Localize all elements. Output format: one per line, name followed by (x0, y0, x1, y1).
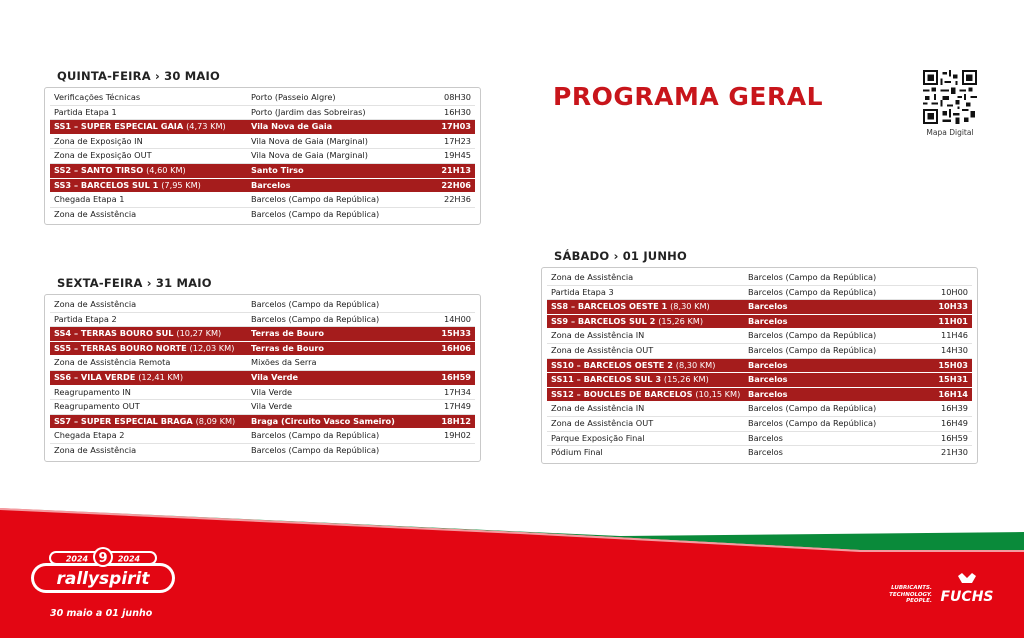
row-time: 15H31 (938, 374, 968, 385)
row-event (547, 286, 748, 300)
schedule-table-thursday (44, 87, 481, 225)
special-stage-row (50, 327, 475, 342)
row-place: Barcelos (748, 374, 788, 385)
table-row (547, 446, 972, 460)
row-event (547, 446, 748, 460)
row-time (437, 208, 475, 222)
row-place: Vila Verde (251, 371, 299, 382)
row-time (934, 271, 972, 285)
row-time: 16H30 (444, 106, 471, 117)
table-row (50, 429, 475, 444)
row-place: Porto (Jardim das Sobreiras) (251, 106, 366, 117)
row-time: 16H59 (441, 371, 471, 382)
row-event-name: SS5 – TERRAS BOURO NORTE (54, 342, 187, 353)
row-place: Barcelos (748, 432, 783, 443)
row-event-name: SS3 – BARCELOS SUL 1 (54, 179, 159, 190)
row-place: Barcelos (Campo da República) (748, 330, 877, 341)
sponsor-name: FUCHS (940, 589, 994, 605)
row-event (547, 417, 748, 431)
row-event (50, 120, 251, 134)
qr-label: Mapa Digital (926, 128, 974, 137)
table-row (50, 400, 475, 415)
sponsor-tag-3: PEOPLE. (906, 598, 932, 604)
row-event (547, 359, 748, 373)
row-time: 19H45 (444, 150, 471, 161)
row-place: Barcelos (748, 359, 788, 370)
day-title-saturday: SÁBADO › 01 JUNHO (554, 249, 687, 263)
table-row (547, 402, 972, 417)
row-event-name: Zona de Assistência IN (551, 330, 645, 341)
row-event (50, 400, 251, 414)
table-row (50, 193, 475, 208)
table-row (50, 444, 475, 458)
row-time: 11H46 (941, 330, 968, 341)
row-time: 19H02 (444, 430, 471, 441)
row-event-distance: (10,15 KM) (695, 388, 741, 399)
event-dates: 30 maio a 01 junho (50, 608, 153, 619)
row-event-name: Zona de Assistência IN (551, 403, 645, 414)
row-event-name: SS9 – BARCELOS SUL 2 (551, 315, 656, 326)
row-time: 17H49 (444, 401, 471, 412)
special-stage-row (547, 388, 972, 403)
day-title-friday: SEXTA-FEIRA › 31 MAIO (57, 276, 212, 290)
row-event-distance: (12,41 KM) (138, 371, 184, 382)
fuchs-logo (936, 573, 998, 607)
schedule-table-saturday (541, 267, 978, 464)
row-event-name: Partida Etapa 2 (54, 313, 117, 324)
table-row (50, 135, 475, 150)
row-event (50, 298, 251, 312)
row-event-name: Zona de Assistência (54, 208, 137, 219)
row-time: 14H00 (444, 313, 471, 324)
row-place: Terras de Bouro (251, 342, 324, 353)
row-event-name: SS11 – BARCELOS SUL 3 (551, 374, 662, 385)
row-place: Barcelos (Campo da República) (748, 286, 877, 297)
row-time (437, 298, 475, 312)
table-row (50, 298, 475, 313)
row-event-name: Partida Etapa 3 (551, 286, 614, 297)
special-stage-row (50, 371, 475, 386)
table-row (547, 286, 972, 301)
row-event-name: Zona de Assistência (54, 444, 137, 455)
table-row (547, 344, 972, 359)
row-place: Vila Nova de Gaia (251, 121, 333, 132)
row-event-name: Zona de Exposição IN (54, 135, 143, 146)
row-time: 17H03 (441, 121, 471, 132)
row-place: Barcelos (Campo da República) (748, 272, 877, 282)
special-stage-row (50, 179, 475, 194)
row-place: Barcelos (Campo da República) (251, 208, 380, 219)
row-time: 17H34 (444, 386, 471, 397)
row-event-name: Zona de Assistência (54, 299, 137, 309)
logo-year-left: 2024 (65, 554, 89, 564)
row-event (50, 149, 251, 163)
row-event (547, 402, 748, 416)
row-place: Barcelos (Campo da República) (251, 194, 380, 205)
row-event (50, 208, 251, 222)
row-event-distance: (15,26 KM) (663, 374, 709, 385)
table-row (50, 106, 475, 121)
row-event (50, 179, 251, 193)
table-row (50, 386, 475, 401)
row-event (50, 164, 251, 178)
row-event-distance: (12,03 KM) (189, 342, 235, 353)
row-place: Braga (Circuito Vasco Sameiro) (251, 415, 395, 426)
row-time (437, 356, 475, 370)
row-event (50, 106, 251, 120)
row-place: Barcelos (Campo da República) (251, 430, 380, 441)
row-event-name: Reagrupamento OUT (54, 401, 140, 412)
row-event (50, 415, 251, 429)
row-time: 15H03 (938, 359, 968, 370)
row-place: Santo Tirso (251, 164, 304, 175)
schedule-table-friday (44, 294, 481, 462)
special-stage-row (547, 300, 972, 315)
row-event-name: Zona de Assistência Remota (54, 357, 171, 368)
row-time: 16H39 (941, 403, 968, 414)
row-time: 22H06 (441, 179, 471, 190)
row-event-distance: (10,27 KM) (176, 328, 222, 339)
row-event-name: SS8 – BARCELOS OESTE 1 (551, 301, 668, 312)
table-row (50, 149, 475, 164)
row-time: 18H12 (441, 415, 471, 426)
special-stage-row (547, 373, 972, 388)
row-place: Barcelos (748, 315, 788, 326)
row-place: Barcelos (Campo da República) (251, 299, 380, 309)
row-event (547, 373, 748, 387)
row-time: 11H01 (938, 315, 968, 326)
table-row (547, 329, 972, 344)
page-title: PROGRAMA GERAL (553, 82, 824, 111)
table-row (547, 432, 972, 447)
row-event-name: SS6 – VILA VERDE (54, 371, 136, 382)
logo-number: 9 (98, 551, 108, 566)
row-event (547, 300, 748, 314)
row-event-distance: (4,60 KM) (146, 164, 186, 175)
row-event-name: Zona de Assistência OUT (551, 417, 654, 428)
special-stage-row (50, 342, 475, 357)
row-place: Barcelos (Campo da República) (251, 444, 380, 455)
row-time: 16H59 (941, 432, 968, 443)
row-place: Vila Nova de Gaia (Marginal) (251, 135, 368, 146)
row-place: Barcelos (748, 301, 788, 312)
row-event (50, 444, 251, 458)
row-event-name: SS12 – BOUCLES DE BARCELOS (551, 388, 693, 399)
row-event (50, 193, 251, 207)
row-place: Porto (Passeio Algre) (251, 92, 336, 102)
row-event (547, 329, 748, 343)
row-event-name: Partida Etapa 1 (54, 106, 117, 117)
row-time: 10H33 (938, 301, 968, 312)
row-place: Barcelos (Campo da República) (748, 417, 877, 428)
row-time: 15H33 (441, 328, 471, 339)
sponsor-tag-1: LUBRICANTS. (891, 585, 932, 591)
table-row (50, 356, 475, 371)
row-event-name: Reagrupamento IN (54, 386, 131, 397)
row-event (50, 356, 251, 370)
row-event (50, 386, 251, 400)
special-stage-row (50, 120, 475, 135)
row-time: 17H23 (444, 135, 471, 146)
logo-text: rallyspirit (56, 569, 150, 589)
row-event (50, 429, 251, 443)
row-place: Barcelos (251, 179, 291, 190)
table-row (50, 208, 475, 222)
table-row (547, 417, 972, 432)
logo-year-right: 2024 (117, 554, 141, 564)
sponsor-tagline (876, 585, 932, 605)
table-row (547, 271, 972, 286)
row-place: Barcelos (Campo da República) (748, 403, 877, 414)
row-time: 22H36 (444, 194, 471, 205)
row-event (547, 344, 748, 358)
row-event-distance: (8,30 KM) (675, 359, 716, 370)
row-place: Barcelos (748, 447, 783, 458)
row-event (547, 271, 748, 285)
special-stage-row (50, 415, 475, 430)
row-time: 14H30 (941, 344, 968, 355)
special-stage-row (547, 359, 972, 374)
qr-code-icon[interactable] (923, 70, 977, 124)
special-stage-row (50, 164, 475, 179)
row-time: 21H13 (441, 164, 471, 175)
row-event (50, 327, 251, 341)
row-event-name: Zona de Exposição OUT (54, 150, 152, 161)
row-event (547, 315, 748, 329)
row-event (50, 91, 251, 105)
row-time: 16H06 (441, 342, 471, 353)
row-place: Vila Nova de Gaia (Marginal) (251, 150, 368, 161)
row-event-name: Parque Exposição Final (551, 432, 645, 443)
special-stage-row (547, 315, 972, 330)
row-time: 21H30 (941, 447, 968, 458)
row-event-distance: (15,26 KM) (658, 315, 704, 326)
row-event (50, 313, 251, 327)
row-time: 16H14 (938, 388, 968, 399)
row-event-name: Verificações Técnicas (54, 92, 141, 102)
rallyspirit-logo (27, 543, 179, 603)
row-event-name: SS10 – BARCELOS OESTE 2 (551, 359, 673, 370)
row-place: Barcelos (748, 388, 788, 399)
row-event (50, 371, 251, 385)
day-title-thursday: QUINTA-FEIRA › 30 MAIO (57, 69, 220, 83)
row-time: 08H30 (444, 92, 471, 102)
table-row (50, 91, 475, 106)
row-time (437, 444, 475, 458)
row-event-distance: (8,09 KM) (195, 415, 236, 426)
row-event-distance: (4,73 KM) (186, 121, 226, 132)
row-place: Barcelos (Campo da República) (748, 344, 877, 355)
row-place: Vila Verde (251, 401, 293, 412)
row-event-name: Chegada Etapa 2 (54, 430, 125, 441)
row-time: 10H00 (941, 286, 968, 297)
row-event (50, 342, 251, 356)
row-event-name: SS7 – SUPER ESPECIAL BRAGA (54, 415, 193, 426)
row-event-distance: (8,30 KM) (670, 301, 710, 312)
row-event-name: Zona de Assistência (551, 272, 634, 282)
row-event-name: Chegada Etapa 1 (54, 194, 125, 205)
row-event-name: Zona de Assistência OUT (551, 344, 654, 355)
table-row (50, 313, 475, 328)
row-time: 16H49 (941, 417, 968, 428)
row-place: Mixões da Serra (251, 357, 317, 368)
sponsor-tag-2: TECHNOLOGY. (889, 591, 932, 598)
row-event (50, 135, 251, 149)
row-event-name: SS1 – SUPER ESPECIAL GAIA (54, 121, 184, 132)
row-place: Barcelos (Campo da República) (251, 313, 380, 324)
row-event-name: Pódium Final (551, 447, 603, 458)
row-event-name: SS4 – TERRAS BOURO SUL (54, 328, 174, 339)
row-event (547, 432, 748, 446)
row-event-distance: (7,95 KM) (161, 179, 201, 190)
row-event (547, 388, 748, 402)
row-event-name: SS2 – SANTO TIRSO (54, 164, 144, 175)
row-place: Terras de Bouro (251, 328, 324, 339)
row-place: Vila Verde (251, 386, 293, 397)
